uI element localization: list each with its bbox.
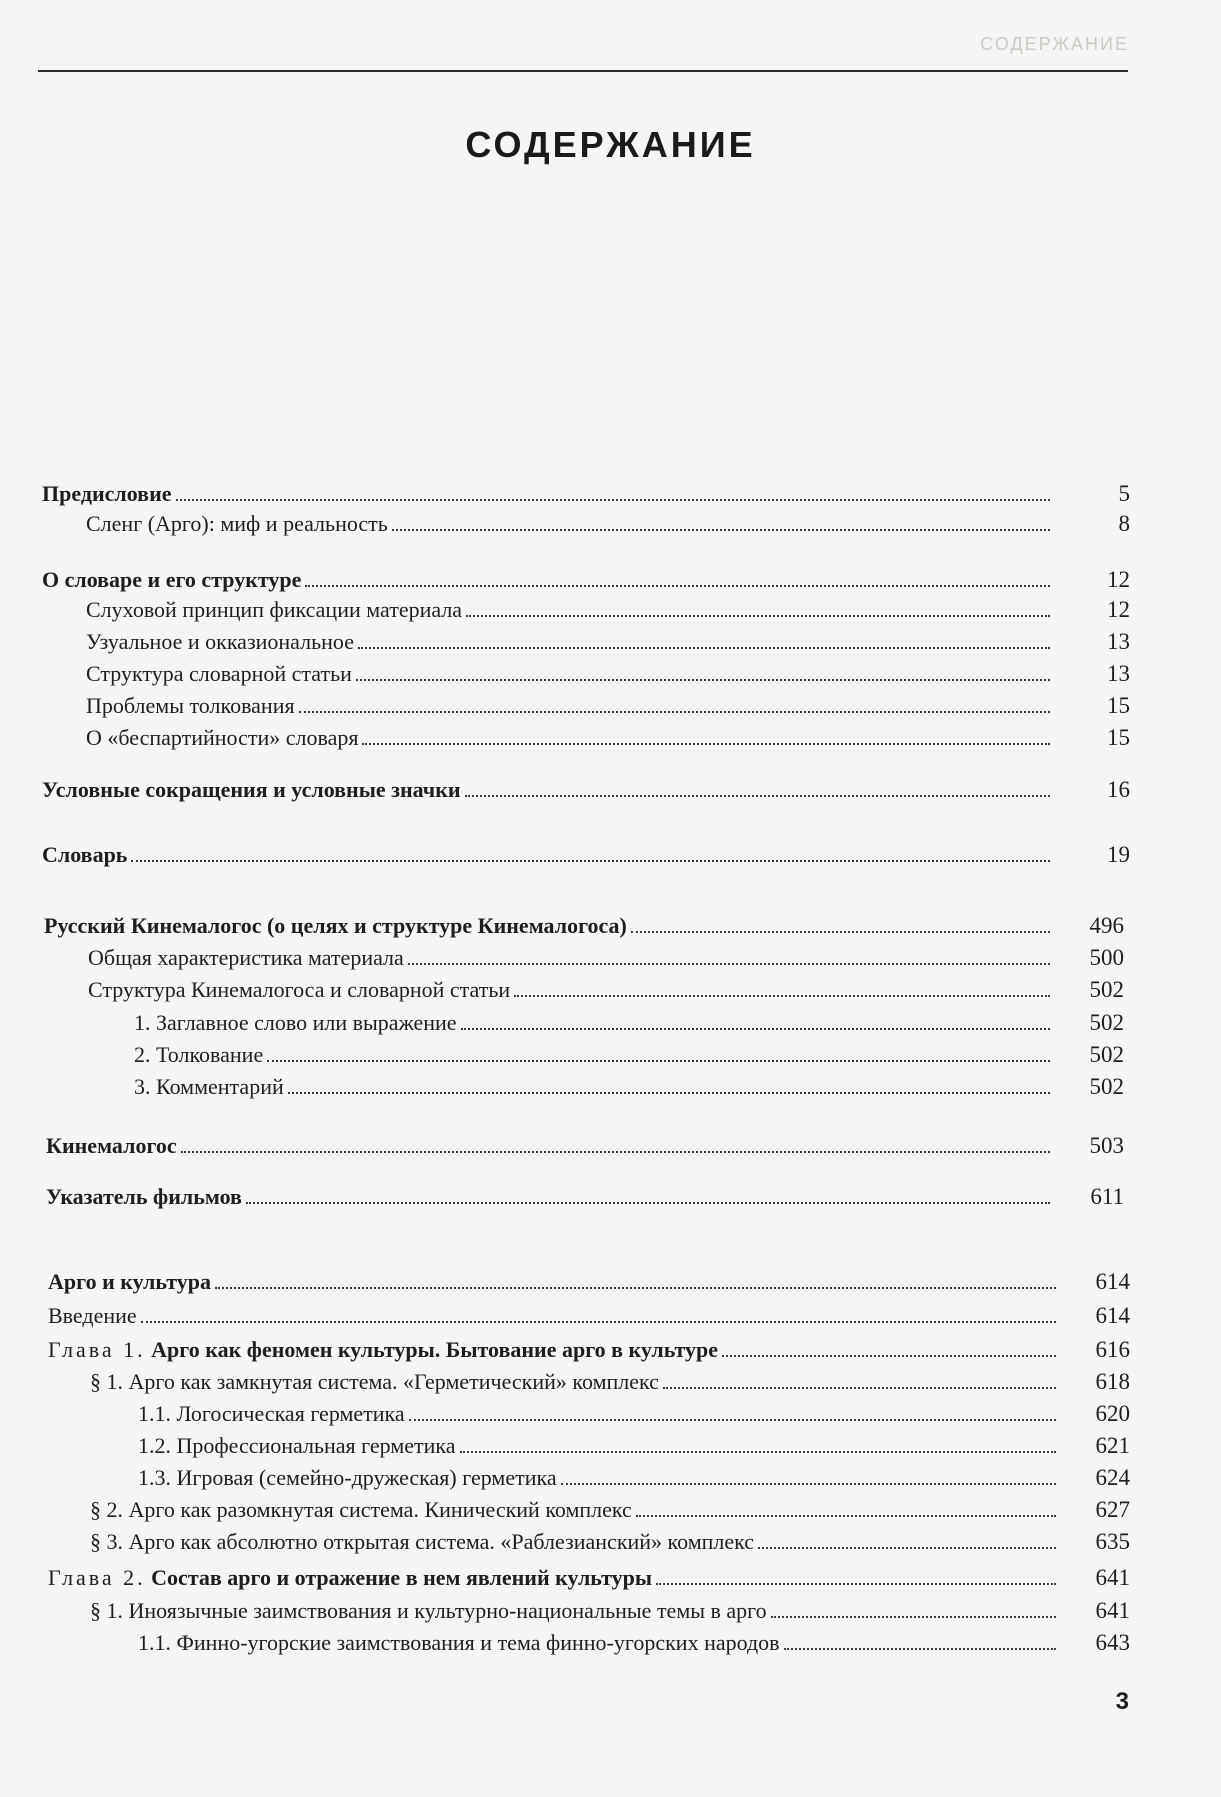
- toc-entry[interactable]: [0, 723, 1221, 755]
- toc-entry-page: 503: [1089, 1133, 1124, 1158]
- toc-entry-label: Сленг (Арго): миф и реальность: [86, 511, 388, 536]
- toc-entry-label: 1.3. Игровая (семейно-дружеская) герметика: [138, 1465, 557, 1490]
- toc-entry[interactable]: [0, 1527, 1221, 1559]
- header-rule: [38, 70, 1128, 72]
- toc-entry-label: Проблемы толкования: [86, 693, 295, 718]
- toc-entry-label: Предисловие: [42, 481, 172, 506]
- toc-entry[interactable]: [0, 659, 1221, 691]
- toc-entry[interactable]: [0, 565, 1221, 597]
- toc-entry[interactable]: [0, 943, 1221, 975]
- toc-entry[interactable]: [0, 1431, 1221, 1463]
- toc-entry[interactable]: [0, 1628, 1221, 1660]
- toc-entry[interactable]: [0, 1399, 1221, 1431]
- dot-leader: [131, 860, 1050, 862]
- dot-leader: [141, 1321, 1056, 1323]
- dot-leader: [722, 1355, 1056, 1357]
- dot-leader: [784, 1648, 1056, 1650]
- page-number: 3: [1115, 1688, 1129, 1715]
- toc-entry-page: 19: [1107, 842, 1130, 867]
- toc-entry-label: Кинемалогос: [46, 1133, 177, 1158]
- chapter-title: Арго как феномен культуры. Бытование арго в культуре: [151, 1337, 719, 1362]
- toc-entry-label: Указатель фильмов: [46, 1184, 242, 1209]
- toc-entry-page: 13: [1107, 661, 1130, 686]
- toc-entry-label: § 2. Арго как разомкнутая система. Кинический комплекс: [90, 1497, 632, 1522]
- toc-entry-page: 16: [1107, 777, 1130, 802]
- dot-leader: [408, 963, 1050, 965]
- toc-entry-label: О словаре и его структуре: [42, 567, 302, 592]
- toc-entry-label: 1.1. Логосическая герметика: [138, 1401, 405, 1426]
- toc-entry-page: 15: [1107, 693, 1130, 718]
- toc-entry-page: 618: [1095, 1369, 1130, 1394]
- dot-leader: [305, 585, 1050, 587]
- toc-entry[interactable]: [0, 691, 1221, 723]
- dot-leader: [461, 1028, 1050, 1030]
- dot-leader: [358, 647, 1050, 649]
- toc-entry-page: 614: [1095, 1303, 1130, 1328]
- toc-entry-page: 620: [1095, 1401, 1130, 1426]
- toc-entry[interactable]: [0, 627, 1221, 659]
- toc-entry-page: 502: [1089, 1074, 1124, 1099]
- toc-entry-label: § 3. Арго как абсолютно открытая система. «Раблезианский» комплекс: [90, 1529, 755, 1554]
- dot-leader: [299, 711, 1050, 713]
- toc-entry-label: Узуальное и окказиональное: [86, 629, 354, 654]
- dot-leader: [288, 1092, 1050, 1094]
- toc-entry-page: 13: [1107, 629, 1130, 654]
- toc-entry-label: 2. Толкование: [134, 1042, 264, 1067]
- toc-entry-label: Общая характеристика материала: [88, 945, 404, 970]
- toc-entry-label: 3. Комментарий: [134, 1074, 284, 1099]
- chapter-prefix: Глава 1.: [48, 1337, 146, 1362]
- chapter-prefix: Глава 2.: [48, 1565, 146, 1590]
- toc-entry-label: 1. Заглавное слово или выражение: [134, 1010, 457, 1035]
- toc-entry-page: 8: [1118, 511, 1130, 536]
- toc-entry-page: 624: [1095, 1465, 1130, 1490]
- dot-leader: [246, 1202, 1050, 1204]
- dot-leader: [356, 679, 1050, 681]
- toc-entry[interactable]: [0, 775, 1221, 807]
- toc-entry[interactable]: [0, 1367, 1221, 1399]
- toc-entry-page: 635: [1095, 1529, 1130, 1554]
- dot-leader: [771, 1616, 1056, 1618]
- toc-entry-page: 12: [1107, 597, 1130, 622]
- dot-leader: [362, 743, 1050, 745]
- toc-entry[interactable]: [0, 975, 1221, 1007]
- toc-entry-chapter[interactable]: [0, 1335, 1221, 1367]
- toc-entry-page: 502: [1089, 1010, 1124, 1035]
- toc-entry[interactable]: [0, 1072, 1221, 1104]
- page-title: СОДЕРЖАНИЕ: [465, 124, 756, 165]
- toc-entry[interactable]: [0, 479, 1221, 511]
- dot-leader: [466, 615, 1050, 617]
- dot-leader: [392, 529, 1050, 531]
- toc-entry[interactable]: [0, 911, 1221, 943]
- toc-entry-label: Слуховой принцип фиксации материала: [86, 597, 463, 622]
- toc-entry-label: Словарь: [42, 842, 128, 867]
- toc-entry-page: 627: [1095, 1497, 1130, 1522]
- dot-leader: [758, 1547, 1056, 1549]
- toc-entry-page: 15: [1107, 725, 1130, 750]
- toc-entry-label: § 1. Иноязычные заимствования и культурно-национальные темы в арго: [90, 1598, 767, 1623]
- dot-leader: [267, 1060, 1050, 1062]
- toc-entry[interactable]: [0, 840, 1221, 872]
- toc-entry[interactable]: [0, 1596, 1221, 1628]
- toc-entry[interactable]: [0, 1182, 1221, 1214]
- dot-leader: [176, 499, 1050, 501]
- toc-entry[interactable]: [0, 1267, 1221, 1299]
- toc-entry-page: 641: [1095, 1598, 1130, 1623]
- dot-leader: [663, 1387, 1056, 1389]
- toc-entry-chapter[interactable]: [0, 1563, 1221, 1595]
- dot-leader: [561, 1483, 1056, 1485]
- dot-leader: [181, 1151, 1050, 1153]
- chapter-title: Состав арго и отражение в нем явлений культуры: [151, 1565, 653, 1590]
- toc-entry-page: 502: [1089, 1042, 1124, 1067]
- toc-entry-label: О «беспартийности» словаря: [86, 725, 359, 750]
- toc-entry-label: 1.1. Финно-угорские заимствования и тема финно-угорских народов: [138, 1630, 780, 1655]
- toc-entry[interactable]: [0, 1040, 1221, 1072]
- toc-entry[interactable]: [0, 1131, 1221, 1163]
- dot-leader: [656, 1583, 1056, 1585]
- dot-leader: [631, 931, 1050, 933]
- toc-entry-label: Русский Кинемалогос (о целях и структуре Кинемалогоса): [44, 913, 627, 938]
- toc-entry-page: 496: [1089, 913, 1124, 938]
- toc-entry-label: Арго и культура: [48, 1269, 211, 1294]
- toc-entry-page: 12: [1107, 567, 1130, 592]
- toc-entry-page: 5: [1118, 481, 1130, 506]
- dot-leader: [409, 1419, 1056, 1421]
- toc-entry-page: 611: [1090, 1184, 1124, 1209]
- toc-entry[interactable]: [0, 1008, 1221, 1040]
- toc-entry-page: 614: [1095, 1269, 1130, 1294]
- toc-entry-label: [48, 1563, 656, 1593]
- toc-entry-label: § 1. Арго как замкнутая система. «Герметический» комплекс: [90, 1369, 659, 1394]
- toc-entry-page: 621: [1095, 1433, 1130, 1458]
- toc-entry[interactable]: [0, 595, 1221, 627]
- toc-entry-label: Структура словарной статьи: [86, 661, 352, 686]
- dot-leader: [636, 1515, 1056, 1517]
- dot-leader: [514, 995, 1050, 997]
- toc-entry-label: Структура Кинемалогоса и словарной статьи: [88, 977, 511, 1002]
- toc-entry-page: 616: [1095, 1337, 1130, 1362]
- toc-entry-label: Условные сокращения и условные значки: [42, 777, 461, 802]
- dot-leader: [460, 1451, 1056, 1453]
- running-head: СОДЕРЖАНИЕ: [980, 34, 1129, 54]
- toc-entry-page: 502: [1089, 977, 1124, 1002]
- toc-entry[interactable]: [0, 1301, 1221, 1333]
- dot-leader: [465, 795, 1050, 797]
- toc-entry-page: 643: [1095, 1630, 1130, 1655]
- toc-entry-label: 1.2. Профессиональная герметика: [138, 1433, 456, 1458]
- toc-entry-page: 641: [1095, 1565, 1130, 1590]
- toc-entry[interactable]: [0, 1463, 1221, 1495]
- toc-entry[interactable]: [0, 509, 1221, 541]
- toc-entry[interactable]: [0, 1495, 1221, 1527]
- dot-leader: [215, 1287, 1056, 1289]
- toc-entry-label: [48, 1335, 722, 1365]
- toc-entry-page: 500: [1089, 945, 1124, 970]
- toc-entry-label: Введение: [48, 1303, 137, 1328]
